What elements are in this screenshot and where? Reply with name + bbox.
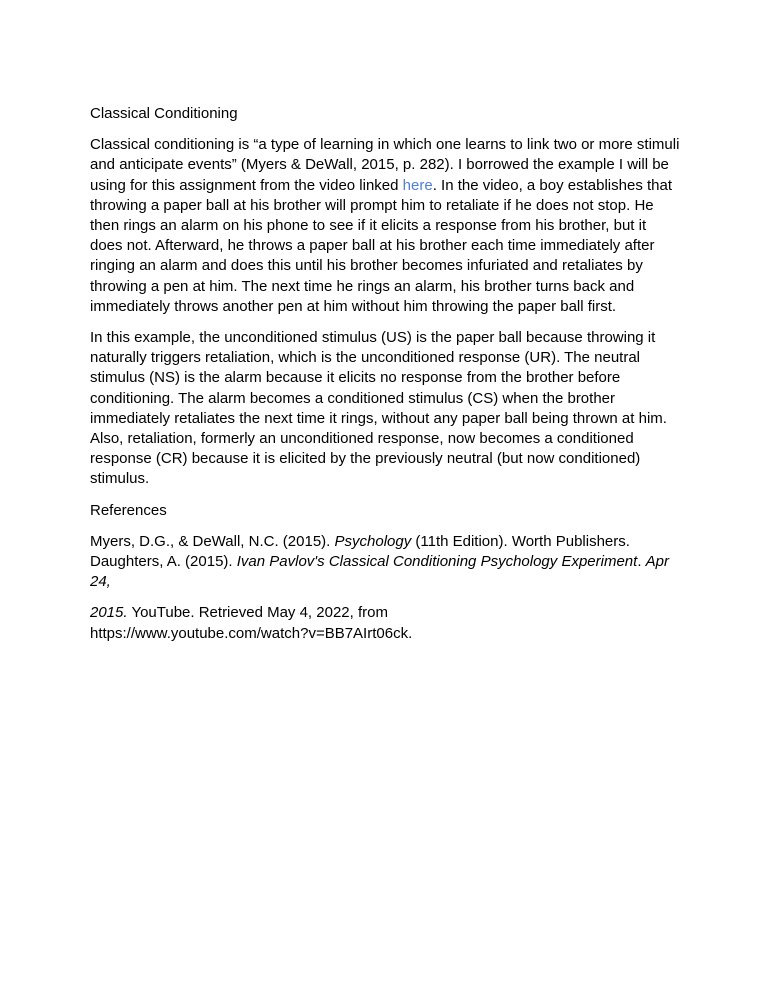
reference-daughters-rest: YouTube. Retrieved May 4, 2022, from <box>127 604 388 622</box>
paragraph-text-start: Classical conditioning is “a type of learning in which one learns to link two or more stimuli and anticipate events” (Myers & DeWall, 2015, p. 282). I borrowed the example I will be using for this assignment from the video linked <box>90 136 680 194</box>
reference-daughters <box>90 552 680 592</box>
reference-daughters-sep: . <box>637 553 646 571</box>
references-heading: References <box>90 501 167 519</box>
paragraph-analysis: In this example, the unconditioned stimulus (US) is the paper ball because throwing it naturally triggers retaliation, which is the unconditioned response (UR). The neutral stimulus (NS) is the alarm because it elicits no response from the brother before conditioning. The alarm becomes a conditioned stimulus (CS) when the brother immediately retaliates the next time it rings, without any paper ball being thrown at him. Also, retaliation, formerly an unconditioned response, now becomes a conditioned response (CR) because it is elicited by the previously neutral (but now conditioned) stimulus. <box>90 329 667 488</box>
document-page <box>90 104 680 644</box>
reference-daughters-url: https://www.youtube.com/watch?v=BB7AIrt06ck. <box>90 624 413 642</box>
reference-daughters-continued <box>90 603 680 643</box>
video-link[interactable]: here <box>402 176 433 194</box>
document-title: Classical Conditioning <box>90 105 238 122</box>
reference-spacer <box>90 592 680 603</box>
reference-myers <box>90 532 680 552</box>
reference-myers-rest: (11th Edition). Worth Publishers. <box>411 532 630 550</box>
reference-daughters-date-line2: 2015. <box>90 604 128 622</box>
reference-daughters-title: Ivan Pavlov's Classical Conditioning Psychology Experiment <box>236 553 638 571</box>
paragraph-definition <box>90 135 680 317</box>
reference-daughters-date-line1: Apr 24, <box>90 553 669 591</box>
reference-myers-title: Psychology <box>334 532 412 550</box>
paragraph-text-end: . In the video, a boy establishes that throwing a paper ball at his brother will prompt him to retaliate if he does not stop. He then rings an alarm on his phone to see if it elicits a response from his brother, but it does not. Afterward, he throws a paper ball at his brother each time immediately after ringing an alarm and does this until his brother becomes infuriated and retaliates by throwing a pen at him. The next time he rings an alarm, his brother turns back and immediately throws another pen at him without him throwing the paper ball first. <box>90 176 673 315</box>
reference-daughters-author: Daughters, A. (2015). <box>90 553 237 571</box>
reference-myers-author: Myers, D.G., & DeWall, N.C. (2015). <box>90 532 335 550</box>
